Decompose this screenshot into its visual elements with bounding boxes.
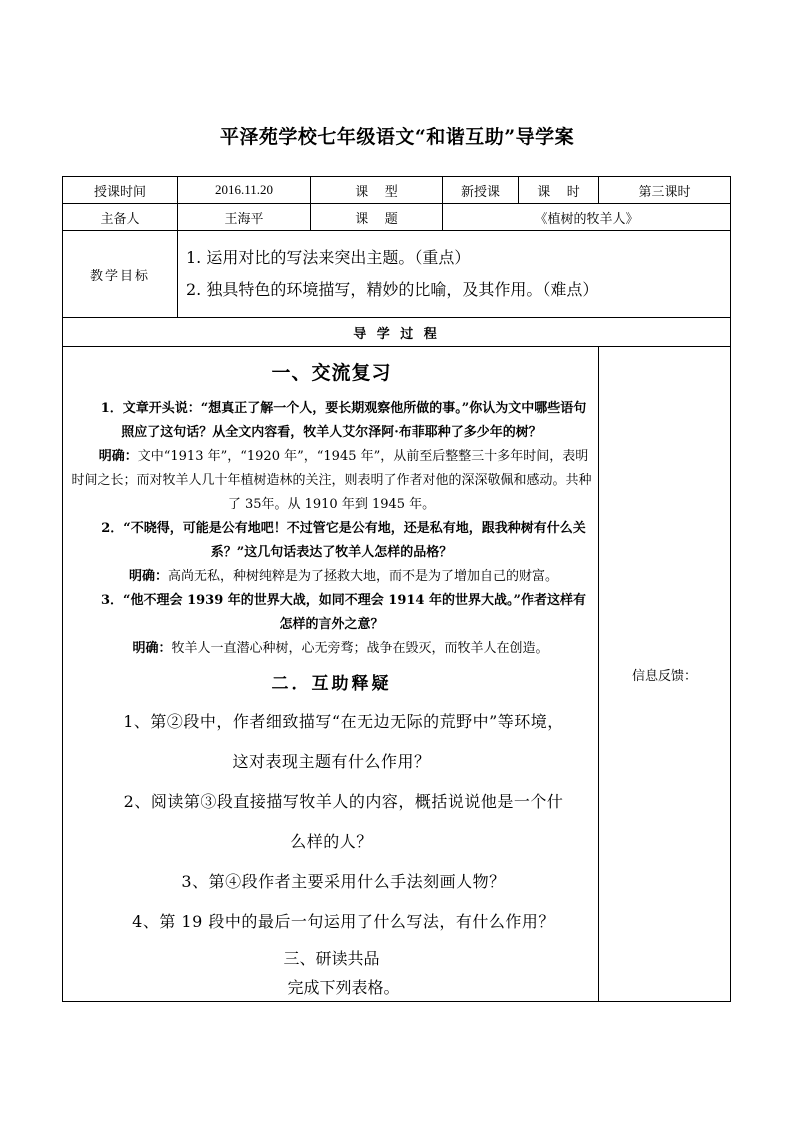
topic-label: 课 题: [311, 204, 443, 231]
feedback-cell: [599, 347, 731, 1002]
answer-text: 文中“1913 年”，“1920 年”，“1945 年”，从前至后整整三十多年时间，表明时间之长；而对牧羊人几十年植树造林的关注，则表明了作者对他的深深敬佩和感动。共种了 35年。从 1910 年到 1945 年。: [71, 449, 592, 512]
type-value: 新授课: [443, 177, 519, 204]
feedback-label: 信息反馈：: [631, 668, 697, 684]
author-value: 王海平: [178, 204, 311, 231]
period-label: 课 时: [519, 177, 599, 204]
date-value: 2016.11.20: [178, 177, 311, 204]
section1-answer-2: [71, 565, 592, 589]
answer-label: 明确：: [128, 569, 168, 584]
content-row: [63, 347, 731, 1002]
period-value: 第三课时: [599, 177, 731, 204]
page-title: 平泽苑学校七年级语文“和谐互助”导学案: [219, 126, 575, 148]
header-row-2: [63, 204, 731, 231]
goals-row: [63, 231, 731, 318]
section1-question-3: 3．“他不理会 1939 年的世界大战，如同不理会 1914 年的世界大战。”作者这样有怎样的言外之意？: [101, 593, 586, 632]
answer-label: 明确：: [98, 449, 138, 464]
content-cell: [63, 347, 599, 1002]
section1-heading: 一、交流复习: [271, 362, 392, 384]
goals-cell: [178, 231, 731, 318]
answer-text: 牧羊人一直潜心种树，心无旁骛；战争在毁灭，而牧羊人在创造。: [171, 641, 549, 656]
answer-label: 明确：: [132, 641, 172, 656]
section1-answer-1: [71, 445, 592, 517]
section1-answer-3: [71, 637, 592, 661]
section2-question-1a: 1、第②段中，作者细致描写“在无边无际的荒野中”等环境，: [123, 712, 564, 731]
section2-question-2b: 么样的人？: [290, 832, 373, 851]
section2-question-1b: 这对表现主题有什么作用？: [232, 752, 431, 771]
section1-question-2: 2．“不晓得，可能是公有地吧！不过管它是公有地，还是私有地，跟我种树有什么关系？”这几句话表达了牧羊人怎样的品格？: [101, 521, 586, 560]
goal-item-2: 2. 独具特色的环境描写，精妙的比喻，及其作用。（难点）: [186, 280, 599, 299]
section1-question-1: 1．文章开头说：“想真正了解一个人，要长期观察他所做的事。”你认为文中哪些语句照应了这句话？从全文内容看，牧羊人艾尔泽阿·布菲耶种了多少年的树？: [100, 401, 587, 440]
header-row-1: [63, 177, 731, 204]
section3-heading: 三、研读共品: [283, 949, 380, 968]
goals-label: 教学目标: [63, 231, 178, 318]
section2-heading: 二．互助释疑: [271, 674, 392, 694]
lesson-plan-table: [62, 176, 731, 1002]
process-label: 导 学 过 程: [63, 318, 731, 347]
topic-value: 《植树的牧羊人》: [443, 204, 731, 231]
date-label: 授课时间: [63, 177, 178, 204]
process-row: [63, 318, 731, 347]
section2-question-4: 4、第 19 段中的最后一句运用了什么写法，有什么作用？: [132, 912, 555, 931]
section3-instruction: 完成下列表格。: [287, 978, 400, 997]
section2-question-2a: 2、阅读第③段直接描写牧羊人的内容，概括说说他是一个什: [123, 792, 564, 811]
answer-text: 高尚无私，种树纯粹是为了拯救大地，而不是为了增加自己的财富。: [168, 569, 559, 584]
author-label: 主备人: [63, 204, 178, 231]
type-label: 课 型: [311, 177, 443, 204]
section2-question-3: 3、第④段作者主要采用什么手法刻画人物？: [181, 872, 506, 891]
goal-item-1: 1. 运用对比的写法来突出主题。（重点）: [186, 248, 471, 267]
